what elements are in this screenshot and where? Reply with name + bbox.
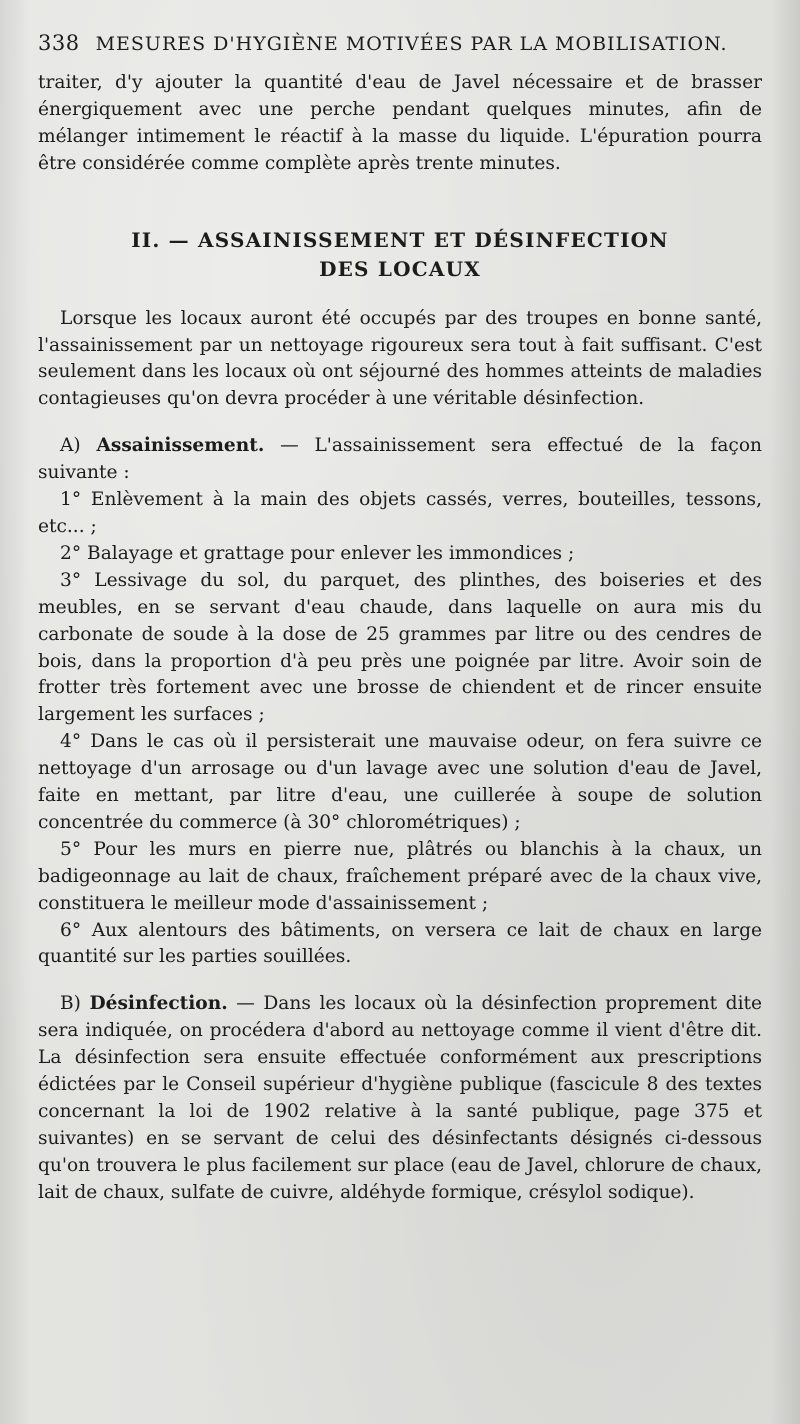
assainissement-intro-text: — L'assainissement sera effectué de la façon suivante : [38,435,763,484]
list-item: 2° Balayage et grattage pour enlever les immondices ; [60,542,575,564]
page-content [38,30,762,1207]
page-number: 338 [38,31,80,55]
desinfection-label: B) [60,993,90,1015]
assainissement-intro [38,433,762,487]
assainissement-label: A) [60,435,97,457]
list-item: 5° Pour les murs en pierre nue, plâtrés ou blanchis à la chaux, un badigeonnage au lait de chaux, fraîchement préparé avec de la chaux vive, constituera le meilleur mode d'assainissement ; [38,838,762,914]
running-header [38,30,762,70]
section-title-line-1: II. — ASSAINISSEMENT ET DÉSINFECTION [131,227,669,252]
running-title: MESURES D'HYGIÈNE MOTIVÉES PAR LA MOBILISATION. [95,33,728,55]
intro-paragraph: traiter, d'y ajouter la quantité d'eau de Javel nécessaire et de brasser énergiquement avec une perche pendant quelques minutes, afin de mélanger intimement le réactif à la masse du liquide. L'épuration pourra être considérée comme complète après trente minutes. [38,72,762,174]
desinfection-paragraph [38,991,762,1206]
list-item: 4° Dans le cas où il persisterait une mauvaise odeur, on fera suivre ce nettoyage d'un arrosage ou d'un lavage avec une solution d'eau de Javel, faite en mettant, par litre d'eau, une cuillerée à soupe de solution concentrée du commerce (à 30° chlorométriques) ; [38,731,762,833]
section-lead-paragraph: Lorsque les locaux auront été occupés par des troupes en bonne santé, l'assainissement par un nettoyage rigoureux sera tout à fait suffisant. C'est seulement dans les locaux où ont séjourné des hommes atteints de maladies contagieuses qu'on devra procéder à une véritable désinfection. [38,307,762,410]
section-title [38,226,762,284]
section-title-line-2: DES LOCAUX [319,256,481,281]
desinfection-heading: Désinfection. [89,993,228,1015]
list-item: 3° Lessivage du sol, du parquet, des plinthes, des boiseries et des meubles, en se servant d'eau chaude, dans laquelle on aura mis du carbonate de soude à la dose de 25 grammes par litre ou des cendres de bois, dans la proportion d'à peu près une poignée par litre. Avoir soin de frotter très fortement avec une brosse de chiendent et de rincer ensuite largement les surfaces ; [38,569,762,726]
assainissement-heading: Assainissement. [96,435,265,457]
list-item: 6° Aux alentours des bâtiments, on versera ce lait de chaux en large quantité sur les parties souillées. [38,919,762,968]
desinfection-text: — Dans les locaux où la désinfection proprement dite sera indiquée, on procédera d'abord au nettoyage comme il vient d'être dit. La désinfection sera ensuite effectuée conformément aux prescriptions édictées par le Conseil supérieur d'hygiène publique (fascicule 8 des textes concernant la loi de 1902 relative à la santé publique, page 375 et suivantes) en se servant de celui des désinfectants désignés ci-dessous qu'on trouvera le plus facilement sur place (eau de Javel, chlorure de chaux, lait de chaux, sulfate de cuivre, aldéhyde formique, crésylol sodique). [38,993,762,1203]
list-item: 1° Enlèvement à la main des objets cassés, verres, bouteilles, tessons, etc... ; [38,489,762,537]
